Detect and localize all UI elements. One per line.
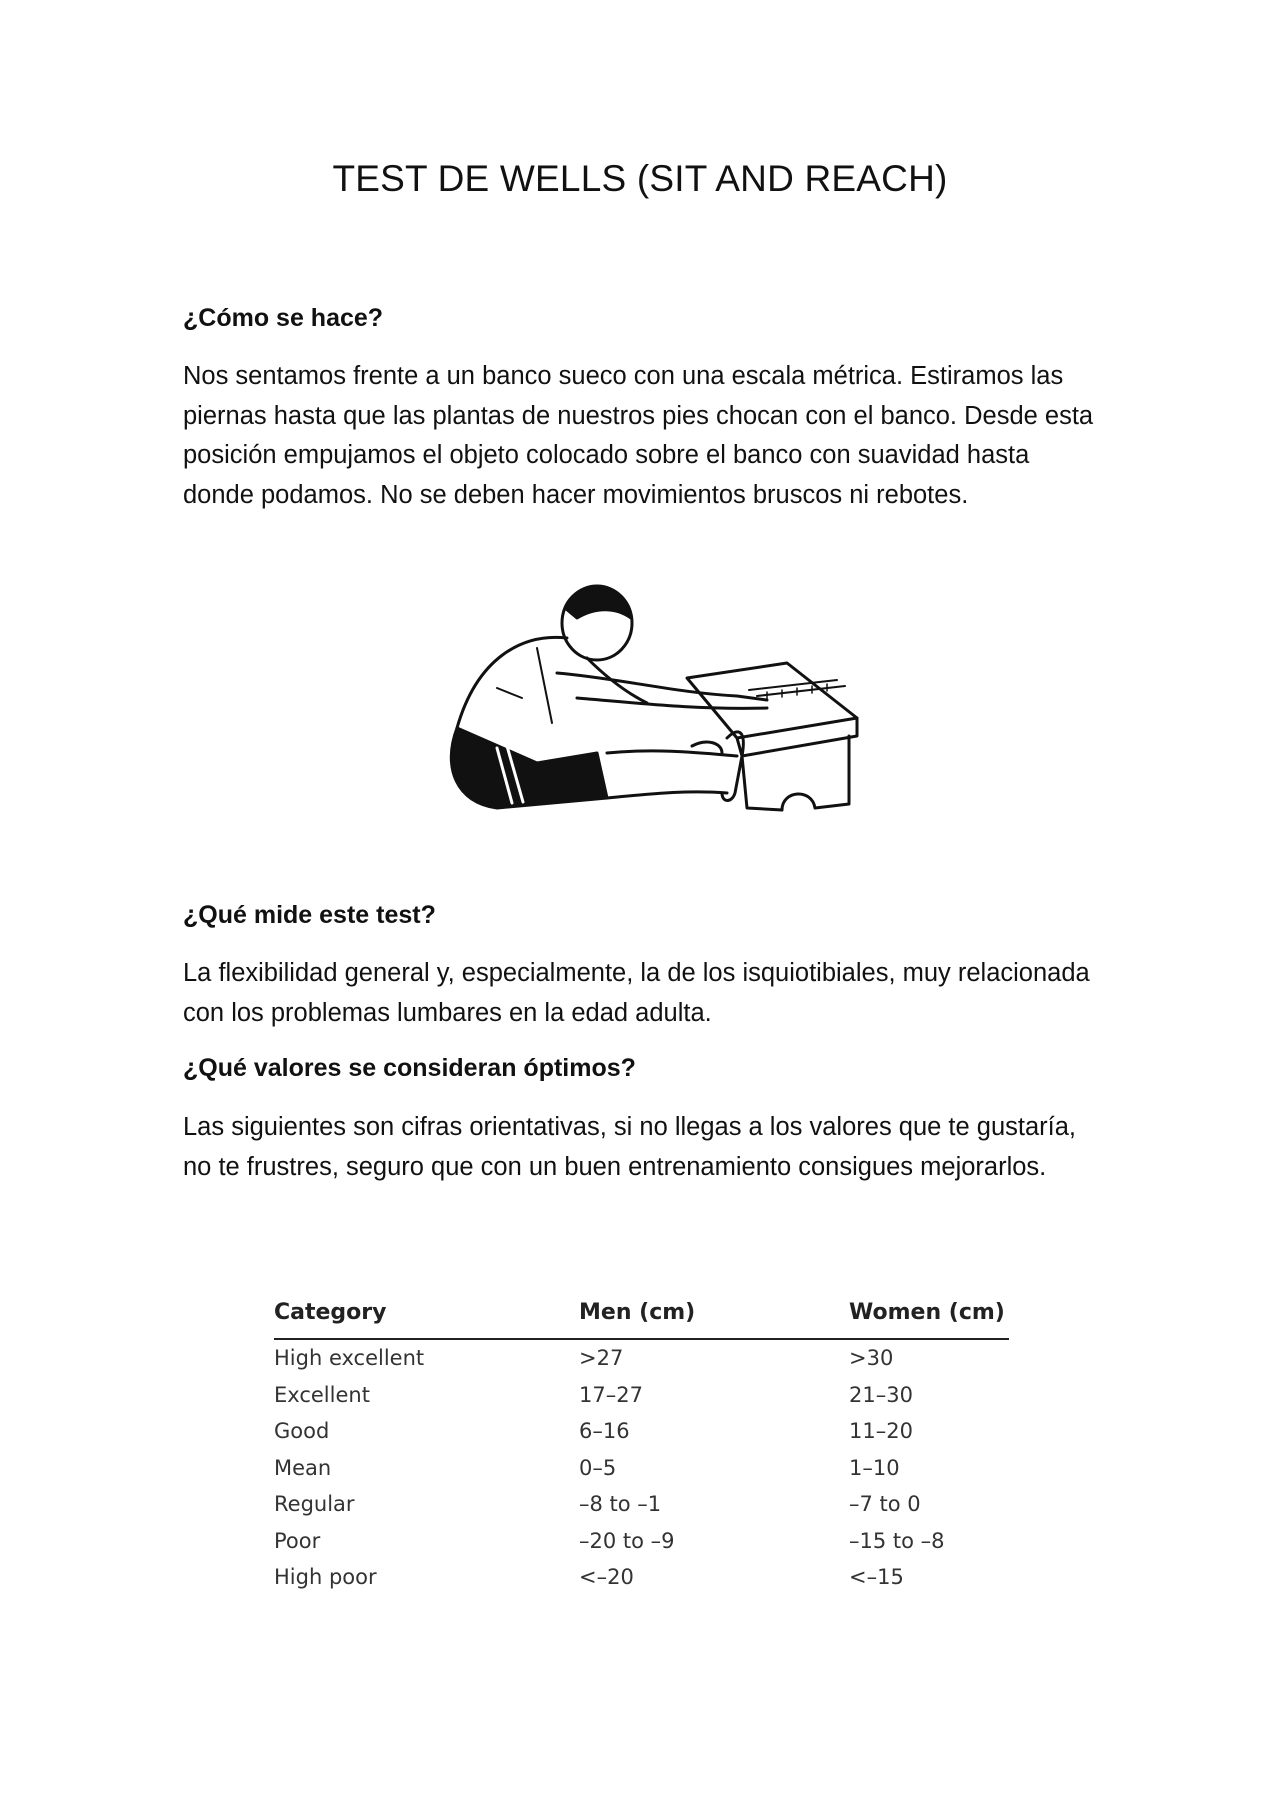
header-men: Men (cm)	[579, 1300, 696, 1325]
table-row	[274, 1450, 1009, 1487]
cell-category: Regular	[274, 1492, 355, 1517]
cell-women: –15 to –8	[849, 1528, 945, 1553]
header-category: Category	[274, 1300, 387, 1325]
cell-category: Excellent	[274, 1382, 370, 1407]
cell-men: 6–16	[579, 1419, 630, 1444]
section-heading-optimal: ¿Qué valores se consideran óptimos?	[183, 1054, 636, 1082]
cell-men: –8 to –1	[579, 1492, 662, 1517]
reference-values-table	[274, 1300, 1009, 1596]
sit-and-reach-illustration	[437, 578, 867, 818]
table-row	[274, 1523, 1009, 1560]
table-row	[274, 1413, 1009, 1450]
section-text-how: Nos sentamos frente a un banco sueco con una escala métrica. Estiramos las piernas hasta que las plantas de nuestros pies chocan con el banco. Desde esta posición empujamos el objeto colocado sobre el banco con suavidad hasta donde podamos. No se deben hacer movimientos bruscos ni rebotes.	[183, 362, 1094, 509]
cell-women: <–15	[849, 1565, 904, 1590]
table-row	[274, 1340, 1009, 1377]
cell-women: –7 to 0	[849, 1492, 921, 1517]
cell-men: 0–5	[579, 1455, 617, 1480]
cell-women: 11–20	[849, 1419, 913, 1444]
cell-women: 1–10	[849, 1455, 900, 1480]
cell-category: High excellent	[274, 1346, 425, 1371]
cell-men: >27	[579, 1346, 624, 1371]
cell-category: Mean	[274, 1455, 332, 1480]
cell-women: 21–30	[849, 1382, 913, 1407]
table-row	[274, 1377, 1009, 1414]
table-row	[274, 1559, 1009, 1596]
cell-men: <–20	[579, 1565, 634, 1590]
cell-category: Poor	[274, 1528, 321, 1553]
cell-category: Good	[274, 1419, 330, 1444]
document-title: TEST DE WELLS (SIT AND REACH)	[332, 158, 948, 199]
section-heading-measures: ¿Qué mide este test?	[183, 901, 436, 929]
cell-category: High poor	[274, 1565, 377, 1590]
section-heading-how: ¿Cómo se hace?	[183, 304, 384, 332]
cell-men: –20 to –9	[579, 1528, 675, 1553]
table-row	[274, 1486, 1009, 1523]
cell-women: >30	[849, 1346, 894, 1371]
section-text-measures: La flexibilidad general y, especialmente, la de los isquiotibiales, muy relacionada con los problemas lumbares en la edad adulta.	[183, 959, 1090, 1027]
header-women: Women (cm)	[849, 1300, 1005, 1325]
section-text-optimal: Las siguientes son cifras orientativas, si no llegas a los valores que te gustaría, no te frustres, seguro que con un buen entrenamiento consigues mejorarlos.	[183, 1113, 1076, 1181]
cell-men: 17–27	[579, 1382, 643, 1407]
table-header	[274, 1300, 1009, 1340]
